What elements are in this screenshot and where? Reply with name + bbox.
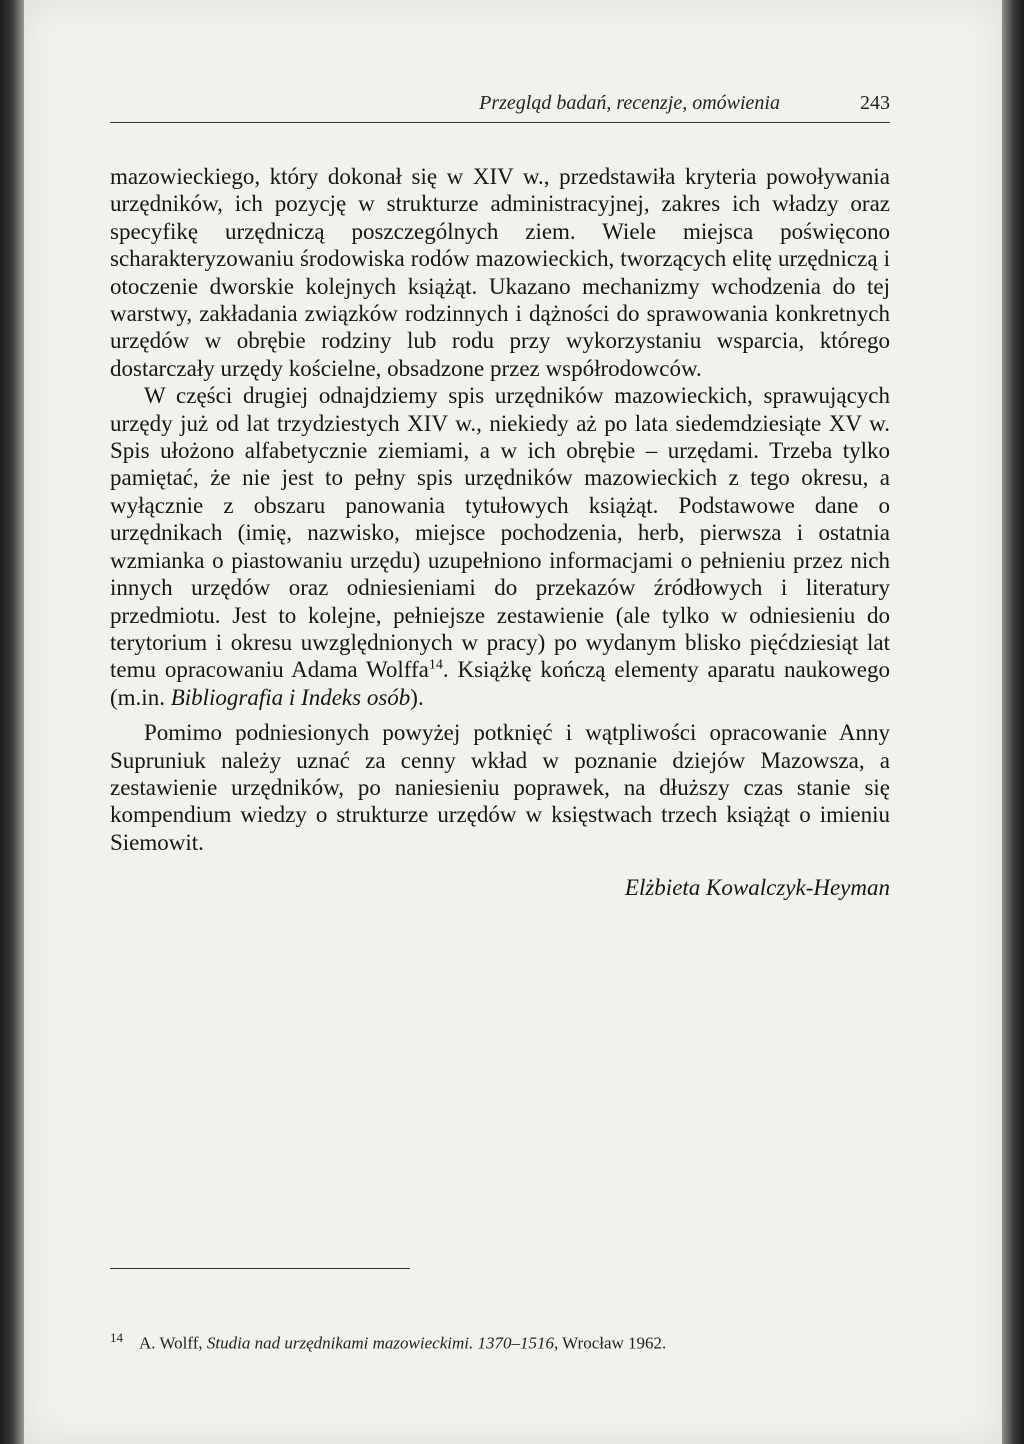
footnote-14 [110,1330,890,1354]
footnote-ref-14: 14 [428,657,443,673]
paragraph-2 [110,382,890,711]
paragraph-2-end: ). [410,684,424,710]
paragraph-2-tail: . Książkę kończą elementy aparatu naukowego (m.in. [110,657,891,710]
paragraph-2-main: W części drugiej odnajdziemy spis urzędników mazowieckich, sprawujących urzędy już od lat trzydziestych XIV w., niekiedy aż po lata siedemdziesiąte XV w. Spis ułożono alfabetycznie ziemiami, a w ich obrębie – urzędami. Trzeba tylko pamiętać, że nie jest to pełny spis urzędników mazowieckich z tego okresu, a wyłącznie z obszaru panowania tytułowych książąt. Podstawowe dane o urzędnikach (imię, nazwisko, miejsce pochodzenia, herb, pierwsza i ostatnia wzmianka o piastowaniu urzędu) uzupełniono informacjami o pełnieniu przez nich innych urzędów oraz odniesieniami do przekazów źródłowych i literatury przedmiotu. Jest to kolejne, pełniejsze zestawienie (ale tylko w odniesieniu do terytorium i okresu uwzględnionych w pracy) po wydanym blisko pięćdziesiąt lat temu opracowaniu Adama Wolffa [110,383,890,683]
header-rule [110,122,890,123]
review-signature: Elżbieta Kowalczyk-Heyman [624,875,890,901]
footnote-rule [110,1268,410,1269]
page-number: 243 [860,92,890,114]
paragraph-1: mazowieckiego, który dokonał się w XIV w., przedstawiła kryteria powoływania urzędników, ich pozycję w strukturze administracyjnej, zakres ich władzy oraz specyfikę urzędniczą poszczególnych ziem. Wiele miejsca poświęcono scharakteryzowaniu środowiska rodów mazowieckich, tworzących elitę urzędniczą i otoczenie dworskie kolejnych książąt. Ukazano mechanizmy wchodzenia do tej warstwy, zakładania związków rodzinnych i dążności do sprawowania konkretnych urzędów w obrębie rodziny lub rodu przy wykorzystaniu wsparcia, którego dostarczały urzędy kościelne, obsadzone przez współrodowców. [110,164,890,381]
footnote-title: Studia nad urzędnikami mazowieckimi. 1370–1516 [206,1333,554,1353]
running-header [110,92,890,126]
paragraph-3: Pomimo podniesionych powyżej potknięć i wątpliwości opracowanie Anny Supruniuk należy uznać za cenny wkład w poznanie dziejów Mazowsza, a zestawienie urzędników, po naniesieniu poprawek, na dłuższy czas stanie się kompendium wiedzy o strukturze urzędów w księstwach trzech książąt o imieniu Siemowit. [110,720,890,855]
body-text [110,163,890,902]
footnote-number: 14 [110,1330,123,1345]
running-header-title: Przegląd badań, recenzje, omówienia [479,92,780,114]
footnote-author: A. Wolff, [139,1333,207,1353]
footnote-rest: , Wrocław 1962. [553,1333,667,1353]
paragraph-2-italic: Bibliografia i Indeks osób [170,684,411,710]
